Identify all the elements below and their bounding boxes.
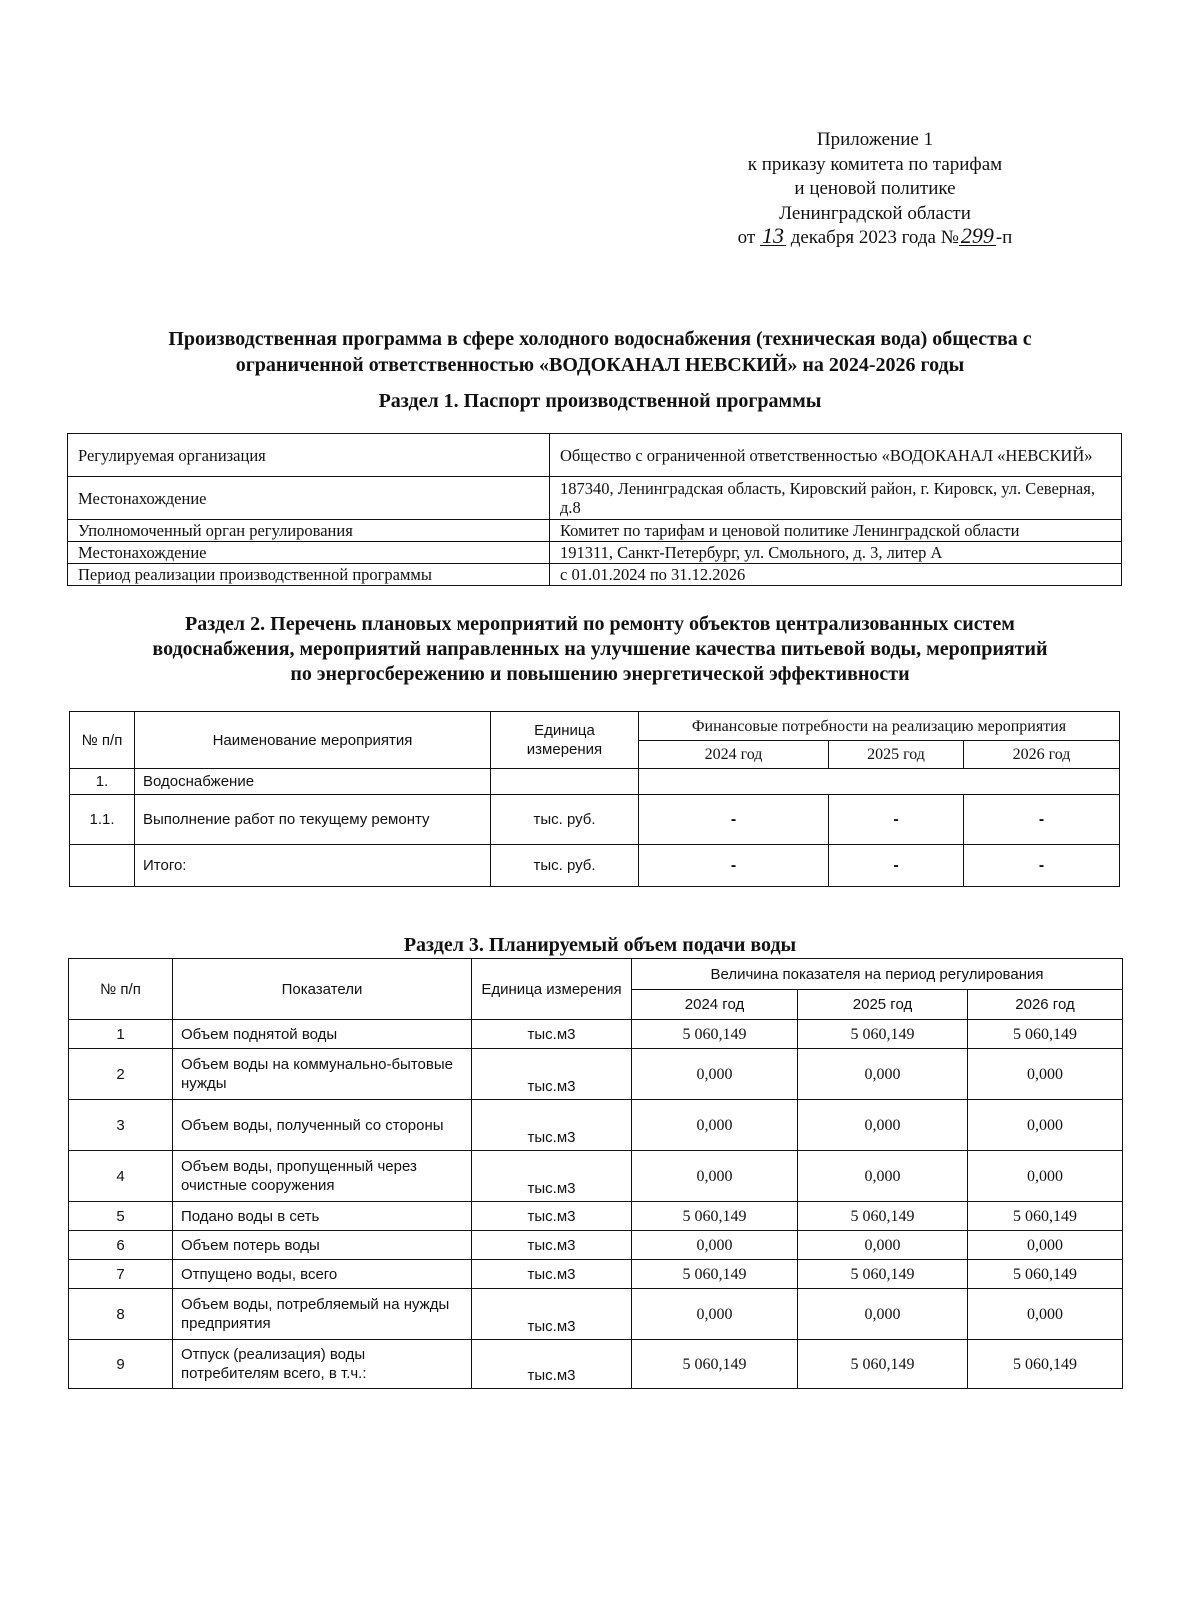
row-value-2024: 5 060,149 — [632, 1340, 798, 1389]
col-header-value: Величина показателя на период регулирования — [632, 959, 1123, 990]
measures-table — [69, 711, 1120, 887]
section1-title: Раздел 1. Паспорт производственной программы — [378, 390, 822, 412]
header-row — [70, 712, 1120, 741]
appendix-line-4: Ленинградской области — [779, 202, 971, 224]
row-unit: тыс.м3 — [472, 1340, 632, 1389]
passport-value: 187340, Ленинградская область, Кировский район, г. Кировск, ул. Северная, д.8 — [550, 477, 1122, 520]
appendix-line-3: и ценовой политике — [794, 178, 956, 199]
row-num: 8 — [69, 1289, 173, 1340]
row-value-2024: 0,000 — [632, 1100, 798, 1151]
row-name: Итого: — [135, 845, 491, 887]
row-value-2026: 5 060,149 — [968, 1260, 1123, 1289]
row-value-2026: - — [964, 795, 1120, 845]
table-row — [68, 434, 1122, 477]
row-unit: тыс.м3 — [472, 1151, 632, 1202]
row-unit: тыс. руб. — [491, 845, 639, 887]
row-value-2024: 5 060,149 — [632, 1202, 798, 1231]
passport-label: Местонахождение — [68, 542, 550, 564]
appendix-date-line — [690, 223, 1060, 251]
row-unit: тыс.м3 — [472, 1100, 632, 1151]
row-num: 6 — [69, 1231, 173, 1260]
order-day: 13 — [761, 223, 784, 248]
row-unit: тыс.м3 — [472, 1231, 632, 1260]
row-value-2026: 0,000 — [968, 1231, 1123, 1260]
row-value-2026: 0,000 — [968, 1100, 1123, 1151]
row-value-2026: 0,000 — [968, 1049, 1123, 1100]
row-value-2025: 5 060,149 — [798, 1340, 968, 1389]
passport-label: Уполномоченный орган регулирования — [68, 520, 550, 542]
row-num: 4 — [69, 1151, 173, 1202]
row-value-2025: 0,000 — [798, 1151, 968, 1202]
date-prefix: от — [737, 227, 756, 248]
table-row — [69, 1202, 1123, 1231]
row-value-2025: 0,000 — [798, 1289, 968, 1340]
col-header-unit: Единица измерения — [491, 712, 639, 769]
row-unit: тыс.м3 — [472, 1020, 632, 1049]
passport-value: Общество с ограниченной ответственностью «ВОДОКАНАЛ «НЕВСКИЙ» — [550, 434, 1122, 477]
row-num: 1.1. — [70, 795, 135, 845]
row-value-2025: 5 060,149 — [798, 1020, 968, 1049]
row-value-2025: 5 060,149 — [798, 1260, 968, 1289]
passport-label: Регулируемая организация — [68, 434, 550, 477]
col-header-2025: 2025 год — [798, 990, 968, 1020]
table-row — [69, 1340, 1123, 1389]
col-header-finance: Финансовые потребности на реализацию мероприятия — [639, 712, 1120, 741]
col-header-name: Наименование мероприятия — [135, 712, 491, 769]
section2-title-line-1: Раздел 2. Перечень плановых мероприятий по ремонту объектов централизованных систем — [185, 613, 1015, 635]
row-value-2025: 5 060,149 — [798, 1202, 968, 1231]
document-title-line-1: Производственная программа в сфере холодного водоснабжения (техническая вода) общества с — [168, 328, 1032, 350]
order-suffix: -п — [995, 227, 1013, 248]
row-num: 1. — [70, 769, 135, 795]
row-num: 9 — [69, 1340, 173, 1389]
row-value-2025: 0,000 — [798, 1100, 968, 1151]
row-value-2024: - — [639, 845, 829, 887]
header-row — [69, 959, 1123, 990]
appendix-header — [690, 128, 1060, 251]
date-middle: декабря 2023 года № — [790, 227, 959, 248]
col-header-num: № п/п — [69, 959, 173, 1020]
row-unit: тыс.м3 — [472, 1049, 632, 1100]
table-row — [68, 520, 1122, 542]
row-unit: тыс.м3 — [472, 1289, 632, 1340]
table-row — [68, 564, 1122, 586]
row-name: Выполнение работ по текущему ремонту — [135, 795, 491, 845]
col-header-2025: 2025 год — [829, 741, 964, 769]
order-number: 299 — [960, 223, 994, 248]
table-row — [69, 1289, 1123, 1340]
table-row — [70, 845, 1120, 887]
table-row — [70, 769, 1120, 795]
row-value-2025: 0,000 — [798, 1049, 968, 1100]
row-num: 1 — [69, 1020, 173, 1049]
table-row — [69, 1100, 1123, 1151]
water-volume-table — [68, 958, 1123, 1389]
appendix-line-1: Приложение 1 — [816, 129, 934, 150]
passport-label: Местонахождение — [68, 477, 550, 520]
table-row — [69, 1020, 1123, 1049]
row-value-2026: 5 060,149 — [968, 1020, 1123, 1049]
passport-value: 191311, Санкт-Петербург, ул. Смольного, д. 3, литер А — [550, 542, 1122, 564]
row-name: Объем воды, пропущенный через очистные сооружения — [173, 1151, 472, 1202]
row-num: 7 — [69, 1260, 173, 1289]
row-num: 3 — [69, 1100, 173, 1151]
table-row — [69, 1231, 1123, 1260]
row-value-2024: 0,000 — [632, 1049, 798, 1100]
passport-label: Период реализации производственной программы — [68, 564, 550, 586]
row-num: 5 — [69, 1202, 173, 1231]
section2-title — [60, 612, 1140, 687]
row-value-2024: 0,000 — [632, 1151, 798, 1202]
row-value-2026: - — [964, 845, 1120, 887]
passport-table — [67, 433, 1122, 586]
water-volume-table-body — [69, 1020, 1123, 1389]
col-header-name: Показатели — [173, 959, 472, 1020]
appendix-line-2: к приказу комитета по тарифам — [747, 153, 1003, 175]
col-header-2024: 2024 год — [639, 741, 829, 769]
col-header-unit: Единица измерения — [472, 959, 632, 1020]
row-value-2026: 0,000 — [968, 1289, 1123, 1340]
table-row — [69, 1049, 1123, 1100]
row-value-2026: 5 060,149 — [968, 1202, 1123, 1231]
row-num: 2 — [69, 1049, 173, 1100]
row-name: Объем воды, полученный со стороны — [173, 1100, 472, 1151]
row-name: Объем потерь воды — [173, 1231, 472, 1260]
passport-value: Комитет по тарифам и ценовой политике Ленинградской области — [550, 520, 1122, 542]
row-num — [70, 845, 135, 887]
row-value-2026: 0,000 — [968, 1151, 1123, 1202]
document-title — [60, 326, 1140, 378]
row-name: Объем воды, потребляемый на нужды предприятия — [173, 1289, 472, 1340]
col-header-2026: 2026 год — [964, 741, 1120, 769]
row-value-2024: 5 060,149 — [632, 1260, 798, 1289]
row-name: Отпущено воды, всего — [173, 1260, 472, 1289]
row-value-2024: 0,000 — [632, 1289, 798, 1340]
row-name: Объем воды на коммунально-бытовые нужды — [173, 1049, 472, 1100]
table-row — [69, 1260, 1123, 1289]
row-value-2025: 0,000 — [798, 1231, 968, 1260]
section2-title-line-3: по энергосбережению и повышению энергетической эффективности — [290, 663, 910, 685]
row-value-2024: 0,000 — [632, 1231, 798, 1260]
row-value-2024: - — [639, 795, 829, 845]
table-row — [68, 477, 1122, 520]
table-row — [68, 542, 1122, 564]
table-row — [69, 1151, 1123, 1202]
row-unit: тыс.м3 — [472, 1202, 632, 1231]
row-value-2025: - — [829, 795, 964, 845]
row-value-2026: 5 060,149 — [968, 1340, 1123, 1389]
section2-title-line-2: водоснабжения, мероприятий направленных на улучшение качества питьевой воды, мероприятий — [152, 638, 1048, 660]
row-unit: тыс.м3 — [472, 1260, 632, 1289]
col-header-2024: 2024 год — [632, 990, 798, 1020]
col-header-num: № п/п — [70, 712, 135, 769]
document-title-line-2: ограниченной ответственностью «ВОДОКАНАЛ НЕВСКИЙ» на 2024-2026 годы — [235, 354, 965, 376]
passport-value: с 01.01.2024 по 31.12.2026 — [550, 564, 1122, 586]
row-unit — [491, 769, 639, 795]
row-value-2025: - — [829, 845, 964, 887]
row-value-2024: 5 060,149 — [632, 1020, 798, 1049]
section3-title: Раздел 3. Планируемый объем подачи воды — [403, 934, 797, 956]
row-name: Объем поднятой воды — [173, 1020, 472, 1049]
row-name: Подано воды в сеть — [173, 1202, 472, 1231]
row-value-merged — [639, 769, 1120, 795]
row-name: Отпуск (реализация) воды потребителям всего, в т.ч.: — [173, 1340, 472, 1389]
col-header-2026: 2026 год — [968, 990, 1123, 1020]
row-unit: тыс. руб. — [491, 795, 639, 845]
row-name: Водоснабжение — [135, 769, 491, 795]
table-row — [70, 795, 1120, 845]
